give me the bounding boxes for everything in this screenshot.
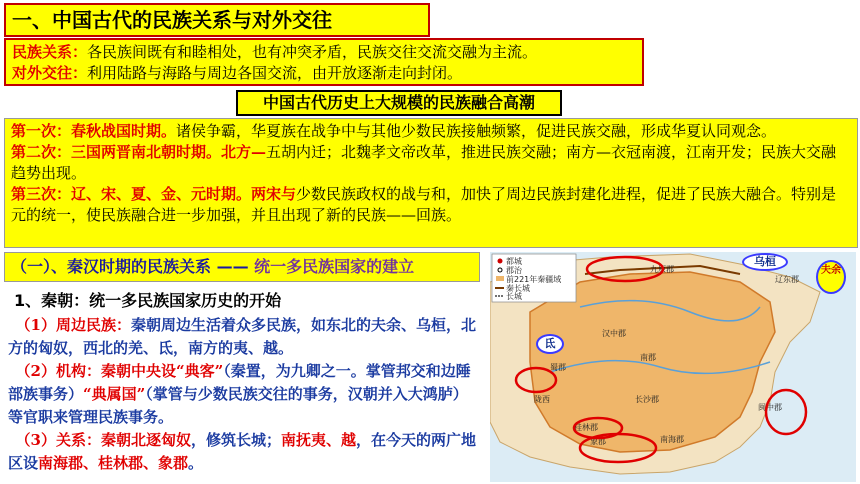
qin-p1-text: 秦朝周边生活着众多民族，如东北的夫余、乌桓，北方的匈奴，西北的羌、氐，南方的夷、越。 [8, 316, 476, 357]
fusion-second [11, 142, 851, 184]
qin-p2-highlight2: “典属国” [83, 385, 146, 403]
qin-p3-a: 北逐匈奴 [130, 431, 191, 449]
legend-qin-wall: 秦长城 [506, 284, 530, 293]
qin-han-title-right: 统一多民族国家的建立 [254, 257, 415, 276]
fusion-first-text: 诸侯争霸，华夏族在战争中与其他少数民族接触频繁，促进民族交融，形成华夏认同观念。 [176, 122, 777, 140]
qin-p3-b: ，修筑长城； [190, 431, 281, 449]
place-changsha: 长沙郡 [635, 395, 659, 404]
place-guilin: 桂林郡 [574, 423, 598, 432]
legend-territory: 前221年秦疆域 [506, 275, 562, 284]
place-hanzhong: 汉中郡 [602, 329, 626, 338]
qin-p3-d: ，在今天的两广地区设 [8, 431, 477, 472]
qin-map-svg [490, 252, 856, 482]
qin-p3-label: （3）关系：秦朝 [23, 431, 131, 449]
fusion-third-text: 少数民族政权的战与和，加快了周边民族封建化进程，促进了民族大融合。特别是元的统一，使民族融合进一步加强，并且出现了新的民族——回族。 [11, 185, 837, 224]
qin-body [8, 314, 482, 475]
legend-capital: 都城 [506, 257, 522, 266]
qin-p2 [8, 360, 482, 429]
fusion-third-label: 第三次：辽、宋、夏、金、元时期。两宋与 [11, 185, 297, 203]
legend-wall: 长城 [506, 292, 522, 301]
qin-p3-f: 。 [188, 454, 204, 472]
tag-fuyu: 夫余 [816, 260, 846, 294]
qin-p2-highlight1: 设“典客” [160, 362, 224, 380]
legend-commandery: 郡治 [506, 266, 522, 275]
qin-heading: 1、秦朝：统一多民族国家历史的开始 [14, 291, 282, 310]
qin-p2-label: （2）机构：秦朝中央 [23, 362, 161, 380]
fusion-second-label: 第二次：三国两晋南北朝时期。北方— [11, 143, 267, 161]
qin-p3-c: 南抚夷、越 [281, 431, 357, 449]
foreign-relations-text: 利用陆路与海路与周边各国交流，由开放逐渐走向封闭。 [87, 64, 463, 82]
qin-p3 [8, 429, 482, 475]
ethnic-relations-line [12, 42, 636, 63]
place-shu: 蜀郡 [550, 363, 566, 372]
place-nanhai: 南海郡 [660, 435, 684, 444]
qin-p2-end: （掌管与少数民族交往的事务，汉朝并入大鸿胪） 等官职来管理民族事务。 [8, 385, 468, 426]
fusion-title: 中国古代历史上大规模的民族融合高潮 [236, 90, 562, 116]
qin-han-title-left: （一）、秦汉时期的民族关系 —— [11, 257, 255, 276]
place-minzhong: 闽中郡 [758, 403, 782, 412]
fusion-first [11, 121, 851, 142]
tag-di: 氐 [536, 334, 564, 354]
place-nan: 南郡 [640, 353, 656, 362]
qin-han-title-bar [4, 252, 480, 282]
legend-territory-icon [496, 276, 504, 281]
fusion-second-text: 五胡内迁；北魏孝文帝改革，推进民族交融；南方—衣冠南渡，江南开发；民族大交融趋势出现。 [11, 143, 837, 182]
section-title: 一、中国古代的民族关系与对外交往 [4, 3, 430, 37]
fusion-third [11, 184, 851, 226]
qin-p1-label: （1）周边民族： [23, 316, 131, 334]
ethnic-relations-label: 民族关系： [12, 43, 88, 61]
place-longxi: 陇西 [534, 395, 550, 404]
legend-capital-icon [498, 259, 503, 264]
qin-p3-e: 南海郡、桂林郡、象郡 [38, 454, 189, 472]
qin-map [490, 252, 856, 482]
place-xiang: 象郡 [590, 437, 606, 446]
fusion-box [4, 118, 858, 248]
qin-p2-mid: （秦置，为九卿之一。掌管邦交和边陲部族事务） [8, 362, 471, 403]
relations-summary-box [4, 38, 644, 86]
ethnic-relations-text: 各民族间既有和睦相处，也有冲突矛盾，民族交往交流交融为主流。 [87, 43, 538, 61]
place-jiuyuan: 九原郡 [650, 265, 674, 274]
place-liaodong: 辽东郡 [775, 275, 799, 284]
fusion-first-label: 第一次：春秋战国时期。 [11, 122, 177, 140]
qin-p1 [8, 314, 482, 360]
tag-wuhuan: 乌桓 [742, 253, 788, 271]
foreign-relations-label: 对外交往： [12, 64, 88, 82]
foreign-relations-line [12, 63, 636, 84]
